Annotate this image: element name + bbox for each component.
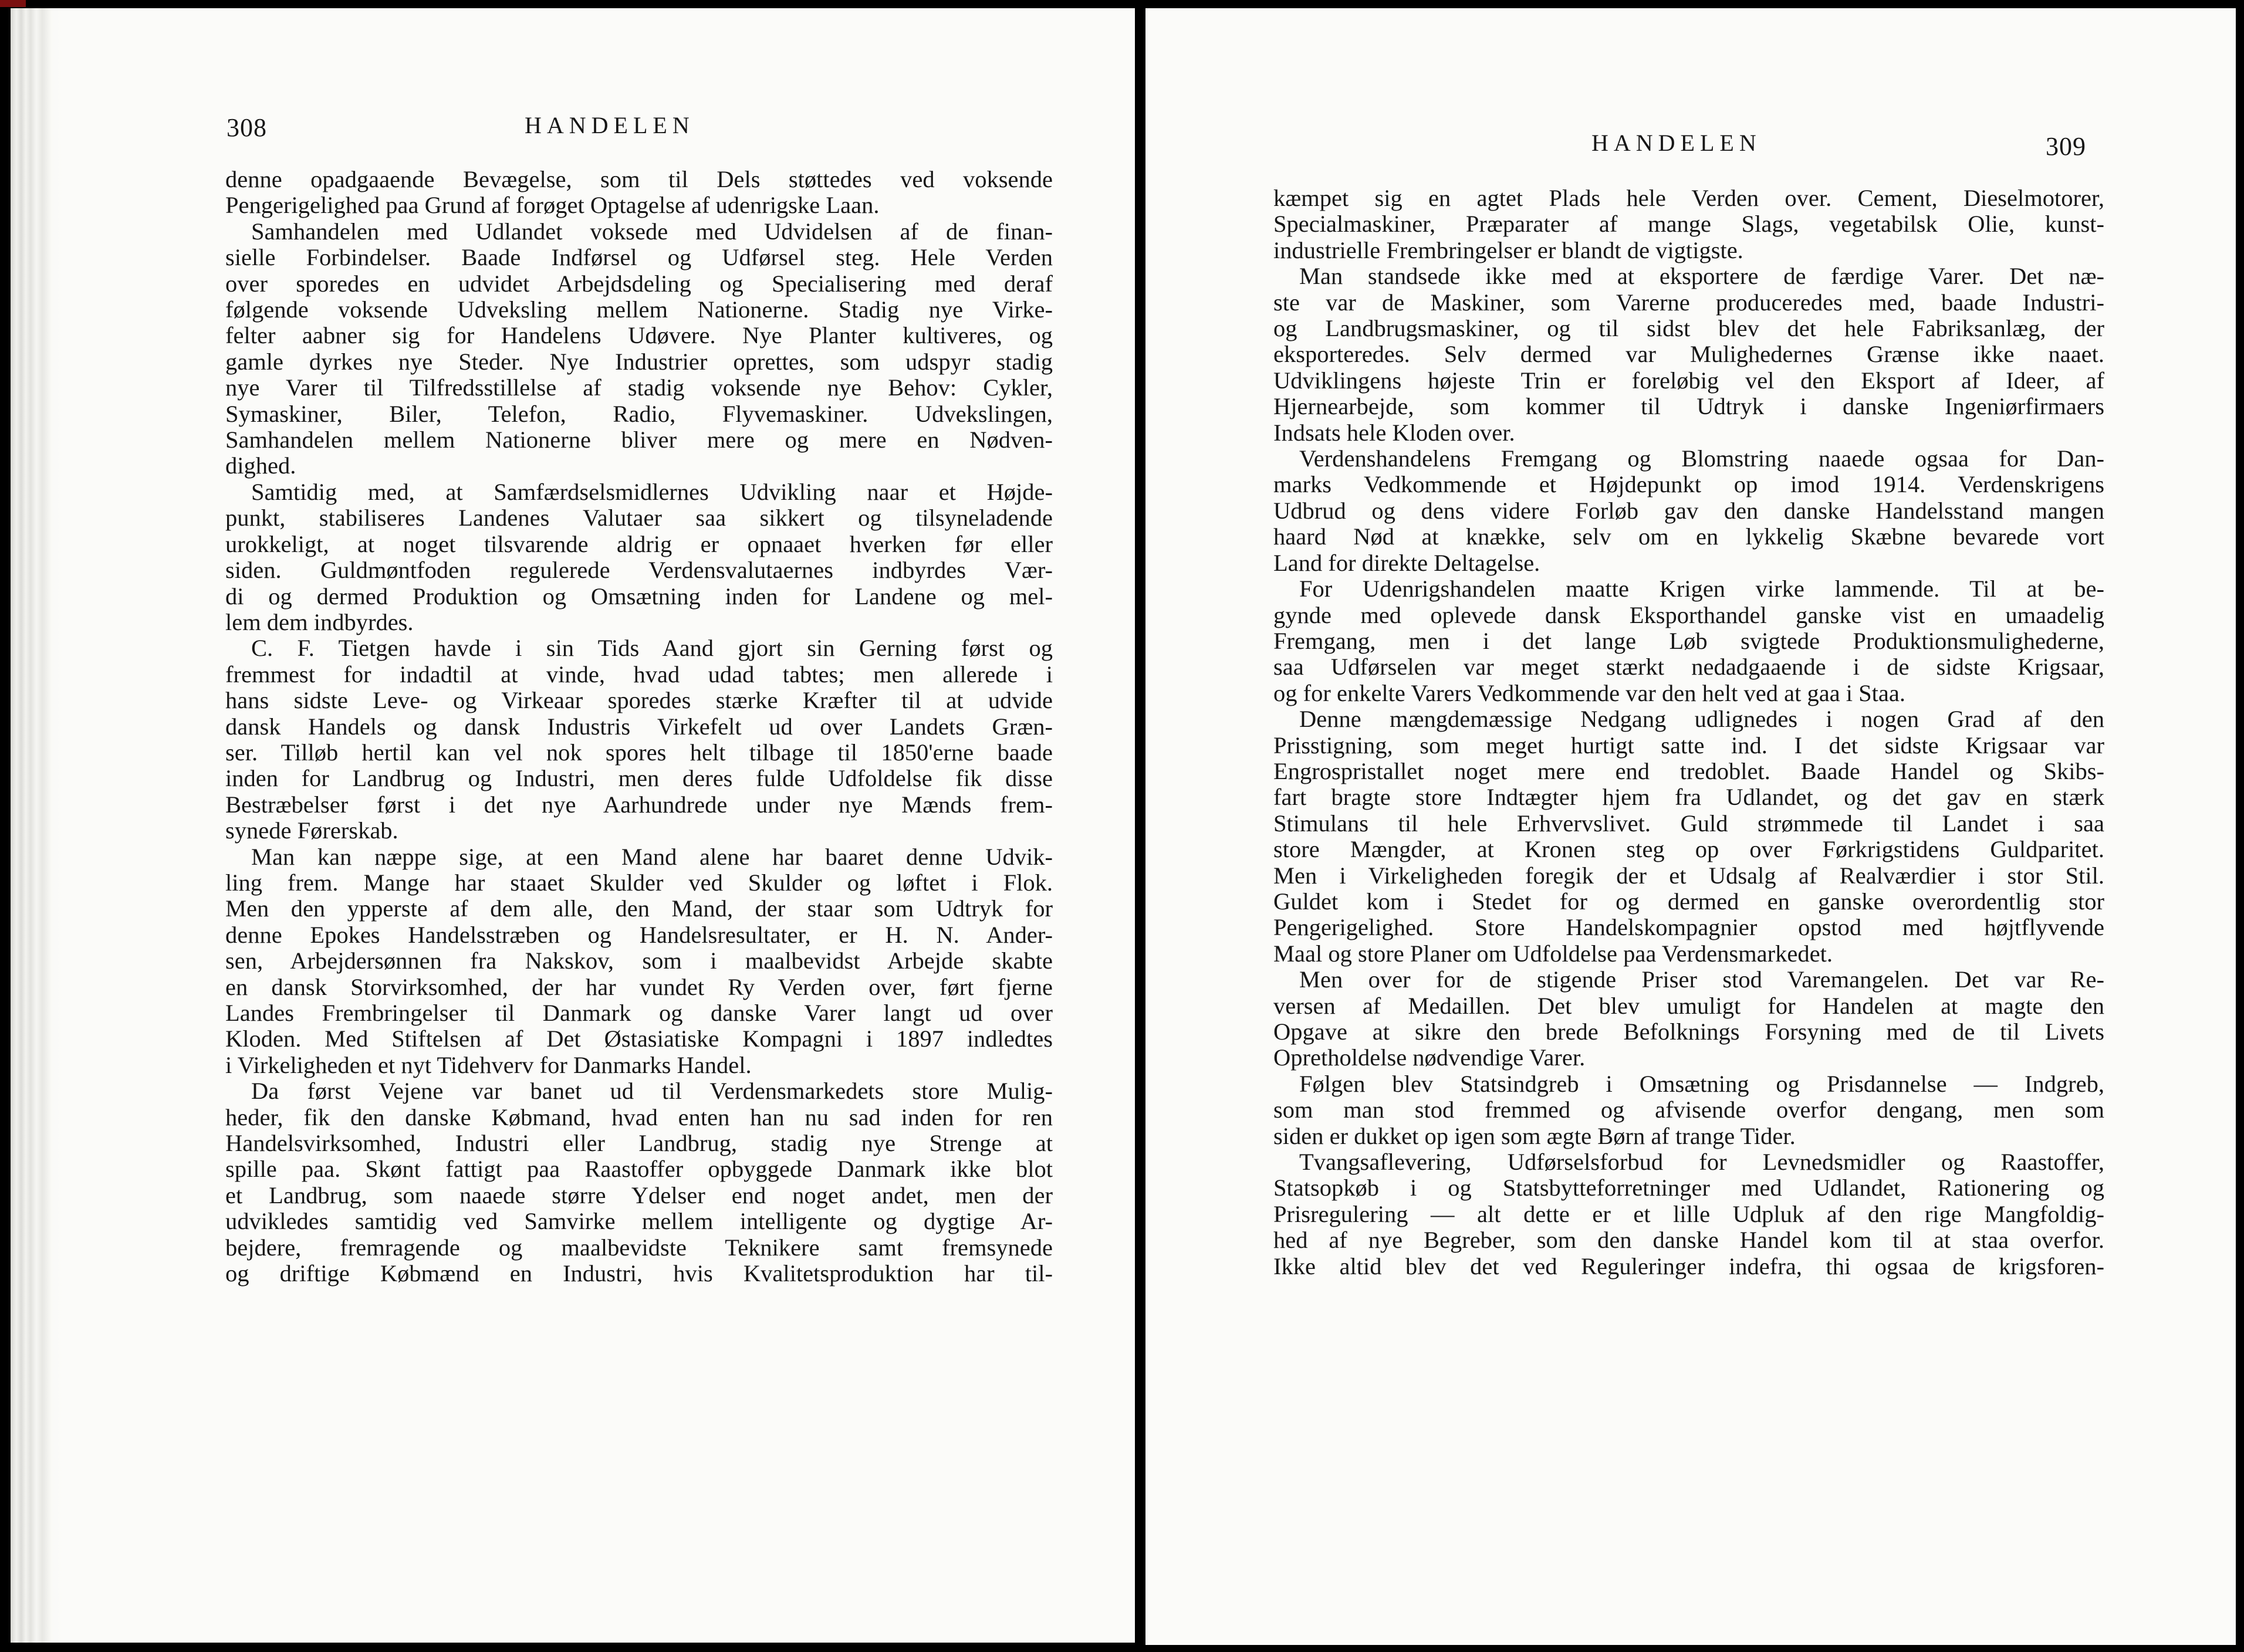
page-number: 308 [227, 113, 267, 142]
text-line: gynde med oplevede dansk Eksporthandel ganske vist en umaadelig [1273, 601, 2104, 628]
text-line: Men over for de stigende Priser stod Varemangelen. Det var Re- [1299, 966, 2104, 993]
text-line: Man standsede ikke med at eksportere de færdige Varer. Det næ- [1299, 263, 2104, 290]
text-line: en dansk Storvirksomhed, der har vundet Ry Verden over, ført fjerne [225, 973, 1053, 1000]
text-line: Men den ypperste af dem alle, den Mand, der staar som Udtryk for [225, 895, 1053, 922]
text-line: Man kan næppe sige, at een Mand alene har baaret denne Udvik- [251, 843, 1053, 870]
text-line: saa Udførselen var meget stærkt nedadgaaende i de sidste Krigsaar, [1273, 654, 2104, 681]
text-line: Bestræbelser først i det nye Aarhundrede under nye Mænds frem- [225, 791, 1053, 818]
text-line: dighed. [225, 452, 296, 479]
corner-mark [0, 0, 26, 7]
text-line: i Virkeligheden et nyt Tidehverv for Danmarks Handel. [225, 1051, 752, 1078]
text-line: bejdere, fremragende og maalbevidste Teknikere samt fremsynede [225, 1234, 1053, 1261]
text-line: lem dem indbyrdes. [225, 608, 414, 635]
text-line: versen af Medaillen. Det blev umuligt for Handelen at magte den [1273, 992, 2104, 1019]
text-line: følgende voksende Udveksling mellem Nationerne. Stadig nye Virke- [225, 296, 1053, 323]
text-line: dansk Handels og dansk Industris Virkefelt ud over Landets Græn- [225, 713, 1053, 740]
text-line: C. F. Tietgen havde i sin Tids Aand gjort sin Gerning først og [251, 635, 1053, 662]
text-line: ling frem. Mange har staaet Skulder ved Skulder og løftet i Flok. [225, 869, 1053, 896]
text-line: over sporedes en udvidet Arbejdsdeling og Specialisering med deraf [225, 270, 1053, 297]
text-line: kæmpet sig en agtet Plads hele Verden over. Cement, Dieselmotorer, [1273, 185, 2104, 211]
text-line: Landes Frembringelser til Danmark og danske Varer langt ud over [225, 1000, 1053, 1026]
text-line: store Mængder, at Kronen steg op over Førkrigstidens Guldparitet. [1273, 836, 2104, 863]
text-line: Da først Vejene var banet ud til Verdensmarkedets store Mulig- [251, 1078, 1053, 1105]
text-line: spille paa. Skønt fattigt paa Raastoffer opbyggede Danmark ikke blot [225, 1156, 1053, 1183]
text-line: Opgave at sikre den brede Befolknings Forsyning med de til Livets [1273, 1018, 2104, 1045]
text-line: et Landbrug, som naaede større Ydelser end noget andet, men der [225, 1182, 1053, 1208]
text-line: og driftige Købmænd en Industri, hvis Kvalitetsproduktion har til- [225, 1260, 1053, 1287]
text-line: For Udenrigshandelen maatte Krigen virke lammende. Til at be- [1299, 576, 2104, 602]
text-line: di og dermed Produktion og Omsætning inden for Landene og mel- [225, 583, 1053, 610]
text-line: fart bragte store Indtægter hjem fra Udlandet, og det gav en stærk [1273, 784, 2104, 811]
text-line: Maal og store Planer om Udfoldelse paa Verdensmarkedet. [1273, 940, 1833, 967]
text-line: Pengerigelighed paa Grund af forøget Optagelse af udenrigske Laan. [225, 192, 880, 219]
text-line: fremmest for indadtil at vinde, hvad udad tabtes; men allerede i [225, 661, 1053, 688]
page-number: 309 [2046, 132, 2086, 161]
text-line: ser. Tilløb hertil kan vel nok spores helt tilbage til 1850'erne baade [225, 739, 1053, 766]
text-line: heder, fik den danske Købmand, hvad enten han nu sad inden for ren [225, 1103, 1053, 1130]
running-head: HANDELEN [525, 112, 695, 138]
text-line: industrielle Frembringelser er blandt de vigtigste. [1273, 236, 1743, 263]
text-line: Stimulans til hele Erhvervslivet. Guld strømmede til Landet i saa [1273, 810, 2104, 837]
text-line: og Landbrugsmaskiner, og til sidst blev det hele Fabriksanlæg, der [1273, 315, 2104, 342]
text-line: haard Nød at knække, selv om en lykkelig Skæbne bevarede vort [1273, 523, 2104, 550]
text-line: Verdenshandelens Fremgang og Blomstring naaede ogsaa for Dan- [1299, 445, 2104, 472]
page-edge-shadow [11, 8, 63, 1643]
text-line: denne opadgaaende Bevægelse, som til Dels støttedes ved voksende [225, 166, 1053, 192]
text-line: Tvangsaflevering, Udførselsforbud for Levnedsmidler og Raastoffer, [1299, 1149, 2104, 1176]
text-line: inden for Landbrug og Industri, men deres fulde Udfoldelse fik disse [225, 765, 1053, 792]
text-line: Udbrud og dens videre Forløb gav den danske Handelsstand mangen [1273, 497, 2104, 524]
text-line: og for enkelte Varers Vedkommende var den helt ved at gaa i Staa. [1273, 679, 1906, 706]
text-line: Pengerigelighed. Store Handelskompagnier opstod med højtflyvende [1273, 914, 2104, 941]
text-line: hed af nye Begreber, som den danske Handel kom til at staa overfor. [1273, 1227, 2104, 1254]
text-line: Guldet kom i Stedet for og dermed en ganske overordentlig stor [1273, 888, 2104, 915]
text-line: Kloden. Med Stiftelsen af Det Østasiatiske Kompagni i 1897 indledtes [225, 1025, 1053, 1052]
text-line: synede Førerskab. [225, 817, 398, 844]
text-line: Udviklingens højeste Trin er foreløbig vel den Eksport af Ideer, af [1273, 367, 2104, 394]
right-page [1145, 8, 2236, 1645]
text-line: sen, Arbejdersønnen fra Nakskov, som i maalbevidst Arbejde skabte [225, 947, 1053, 974]
left-page [11, 8, 1135, 1643]
text-line: Specialmaskiner, Præparater af mange Slags, vegetabilsk Olie, kunst- [1273, 211, 2104, 238]
text-line: Statsopkøb i og Statsbytteforretninger med Udlandet, Rationering og [1273, 1174, 2104, 1201]
text-line: ste var de Maskiner, som Varerne produceredes med, baade Industri- [1273, 289, 2104, 316]
text-line: Prisstigning, som meget hurtigt satte ind. I det sidste Krigsaar var [1273, 732, 2104, 759]
text-line: Land for direkte Deltagelse. [1273, 549, 1540, 576]
text-line: Engrospristallet noget mere end tredoblet. Baade Handel og Skibs- [1273, 757, 2104, 784]
text-line: siden er dukket op igen som ægte Børn af trange Tider. [1273, 1122, 1796, 1149]
body-text [225, 167, 1053, 1287]
body-text [1273, 185, 2104, 1279]
text-line: Prisregulering — alt dette er et lille Udpluk af den rige Mangfoldig- [1273, 1200, 2104, 1227]
text-line: Samhandelen med Udlandet voksede med Udvidelsen af de finan- [251, 218, 1053, 245]
text-line: udvikledes samtidig ved Samvirke mellem intelligente og dygtige Ar- [225, 1208, 1053, 1235]
text-line: Samtidig med, at Samfærdselsmidlernes Udvikling naar et Højde- [251, 478, 1053, 505]
text-line: marks Vedkommende et Højdepunkt op imod 1914. Verdenskrigens [1273, 471, 2104, 498]
text-line: som man stod fremmed og afvisende overfor dengang, men som [1273, 1096, 2104, 1123]
text-line: Fremgang, men i det lange Løb svigtede Produktionsmulighederne, [1273, 627, 2104, 654]
text-line: eksporteredes. Selv dermed var Mulighedernes Grænse ikke naaet. [1273, 341, 2104, 368]
text-line: urokkeligt, at noget tilsvarende aldrig er opnaaet hverken før eller [225, 530, 1053, 557]
text-line: Opretholdelse nødvendige Varer. [1273, 1044, 1586, 1071]
text-line: Handelsvirksomhed, Industri eller Landbrug, stadig nye Strenge at [225, 1130, 1053, 1157]
text-line: siden. Guldmøntfoden regulerede Verdensvalutaernes indbyrdes Vær- [225, 557, 1053, 584]
text-line: sielle Forbindelser. Baade Indførsel og Udførsel steg. Hele Verden [225, 244, 1053, 271]
text-line: nye Varer til Tilfredsstillelse af stadig voksende nye Behov: Cykler, [225, 374, 1053, 401]
text-line: gamle dyrkes nye Steder. Nye Industrier oprettes, som udspyr stadig [225, 348, 1053, 375]
text-line: Denne mængdemæssige Nedgang udlignedes i nogen Grad af den [1299, 706, 2104, 733]
running-head: HANDELEN [1591, 130, 1762, 156]
text-line: felter aabner sig for Handelens Udøvere. Nye Planter kultiveres, og [225, 322, 1053, 349]
text-line: Indsats hele Kloden over. [1273, 419, 1515, 446]
text-line: denne Epokes Handelsstræben og Handelsresultater, er H. N. Ander- [225, 921, 1053, 948]
text-line: Men i Virkeligheden foregik der et Udsalg af Realværdier i stor Stil. [1273, 862, 2104, 889]
text-line: Samhandelen mellem Nationerne bliver mere og mere en Nødven- [225, 426, 1053, 453]
text-line: Ikke altid blev det ved Reguleringer indefra, thi ogsaa de krigsforen- [1273, 1252, 2104, 1279]
text-line: Følgen blev Statsindgreb i Omsætning og Prisdannelse — Indgreb, [1299, 1070, 2104, 1097]
text-line: Hjernearbejde, som kommer til Udtryk i danske Ingeniørfirmaers [1273, 393, 2104, 420]
text-line: Symaskiner, Biler, Telefon, Radio, Flyvemaskiner. Udvekslingen, [225, 400, 1053, 427]
text-line: hans sidste Leve- og Virkeaar sporedes stærke Kræfter til at udvide [225, 687, 1053, 714]
text-line: punkt, stabiliseres Landenes Valutaer saa sikkert og tilsyneladende [225, 505, 1053, 532]
